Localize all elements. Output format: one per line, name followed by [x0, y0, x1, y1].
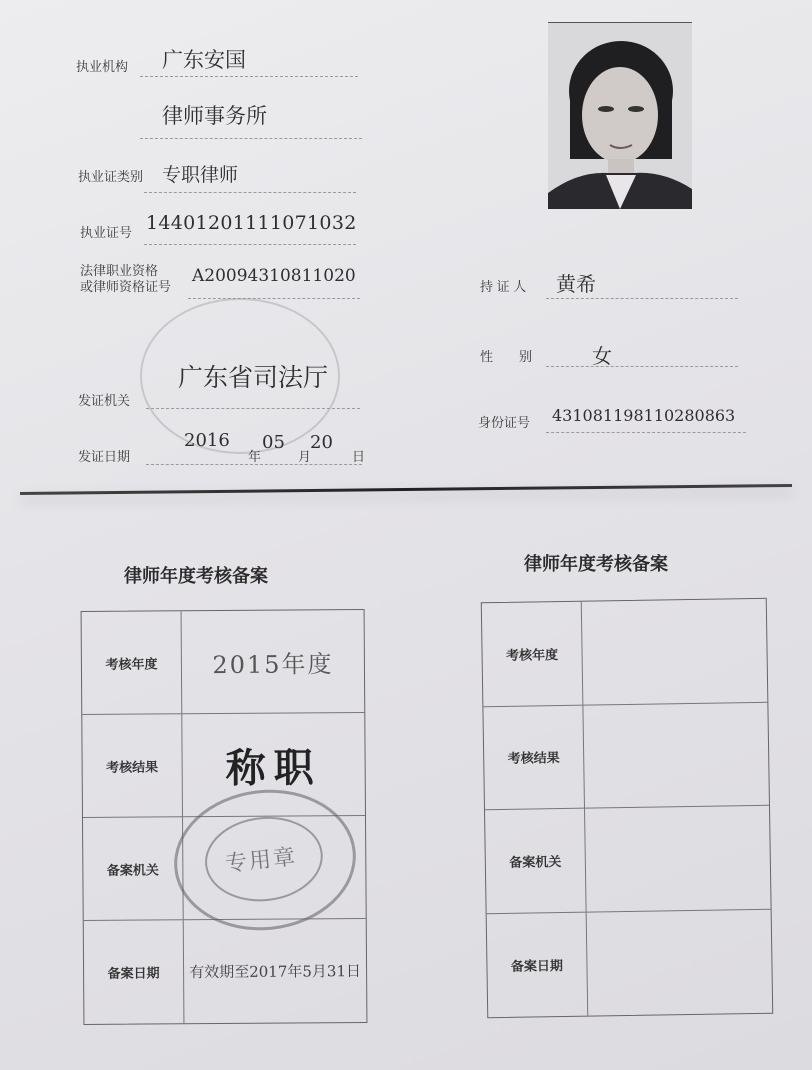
issue-month-char: 月	[298, 449, 312, 464]
holder-underline	[546, 298, 738, 299]
issue-month: 05	[262, 432, 285, 453]
right-label-agency: 备案机关	[509, 853, 562, 870]
cert-type-label: 执业证类别	[78, 169, 144, 184]
cert-type-underline	[144, 192, 356, 193]
left-cell-value-year	[182, 610, 365, 714]
cert-no-underline	[144, 244, 356, 245]
issue-date-label: 发证日期	[78, 449, 131, 464]
id-label: 身份证号	[478, 415, 531, 430]
qualification-label-1: 法律职业资格	[80, 263, 159, 278]
right-cell-label-year	[482, 602, 584, 707]
right-label-year: 考核年度	[505, 646, 559, 663]
right-cell-value-date	[587, 909, 773, 1015]
right-cell-label-result	[483, 705, 585, 810]
institution-line1: 广东安国	[162, 48, 246, 72]
left-table-title: 律师年度考核备案	[124, 566, 268, 586]
right-assessment-table	[481, 598, 773, 1018]
cert-no-label: 执业证号	[80, 225, 133, 240]
left-cell-label-date	[84, 920, 185, 1024]
right-cell-value-result	[583, 702, 769, 808]
gender-underline	[546, 366, 738, 367]
right-label-date: 备案日期	[510, 957, 564, 974]
cert-no-value: 14401201111071032	[146, 212, 357, 234]
left-value-result: 称职	[225, 743, 322, 792]
cert-type-value: 专职律师	[162, 164, 239, 186]
page-fold	[20, 484, 792, 495]
left-value-date: 有效期至2017年5月31日	[189, 962, 362, 982]
gender-label: 性 别	[480, 349, 533, 364]
left-cell-label-result	[82, 714, 183, 818]
institution-underline-1	[140, 76, 358, 77]
holder-label: 持 证 人	[480, 279, 527, 294]
holder-value: 黄希	[556, 272, 596, 296]
issuer-value: 广东省司法厅	[178, 363, 329, 392]
issue-day: 20	[310, 432, 333, 453]
right-cell-value-year	[582, 599, 768, 705]
institution-label: 执业机构	[76, 59, 129, 74]
institution-line2: 律师事务所	[162, 104, 267, 128]
right-cell-value-agency	[585, 806, 771, 912]
issue-year-char: 年	[248, 449, 262, 464]
issue-date-underline	[146, 464, 362, 465]
right-cell-label-agency	[485, 809, 587, 914]
qualification-underline	[188, 298, 360, 299]
left-label-year: 考核年度	[105, 655, 158, 672]
left-cell-label-agency	[83, 817, 184, 921]
qualification-value: A20094310811020	[192, 266, 356, 286]
issuer-underline	[146, 408, 360, 409]
qualification-label-2: 或律师资格证号	[80, 279, 172, 294]
id-underline	[546, 432, 746, 433]
issue-year: 2016	[184, 430, 230, 451]
right-label-result: 考核结果	[507, 750, 560, 767]
left-label-date: 备案日期	[107, 965, 160, 981]
right-table-title: 律师年度考核备案	[524, 554, 668, 574]
holder-photo	[548, 22, 692, 209]
left-label-agency: 备案机关	[106, 861, 159, 878]
institution-underline-2	[140, 138, 362, 139]
issue-day-char: 日	[352, 449, 366, 464]
left-value-year: 2015年度	[212, 649, 334, 679]
id-value: 431081198110280863	[552, 406, 736, 425]
stamp-text: 专用章	[223, 844, 299, 878]
gender-value: 女	[592, 344, 612, 368]
right-cell-label-date	[487, 912, 589, 1017]
left-cell-label-year	[82, 611, 183, 715]
left-cell-value-date	[184, 919, 367, 1023]
left-label-result: 考核结果	[106, 758, 159, 775]
issuer-label: 发证机关	[78, 393, 131, 408]
